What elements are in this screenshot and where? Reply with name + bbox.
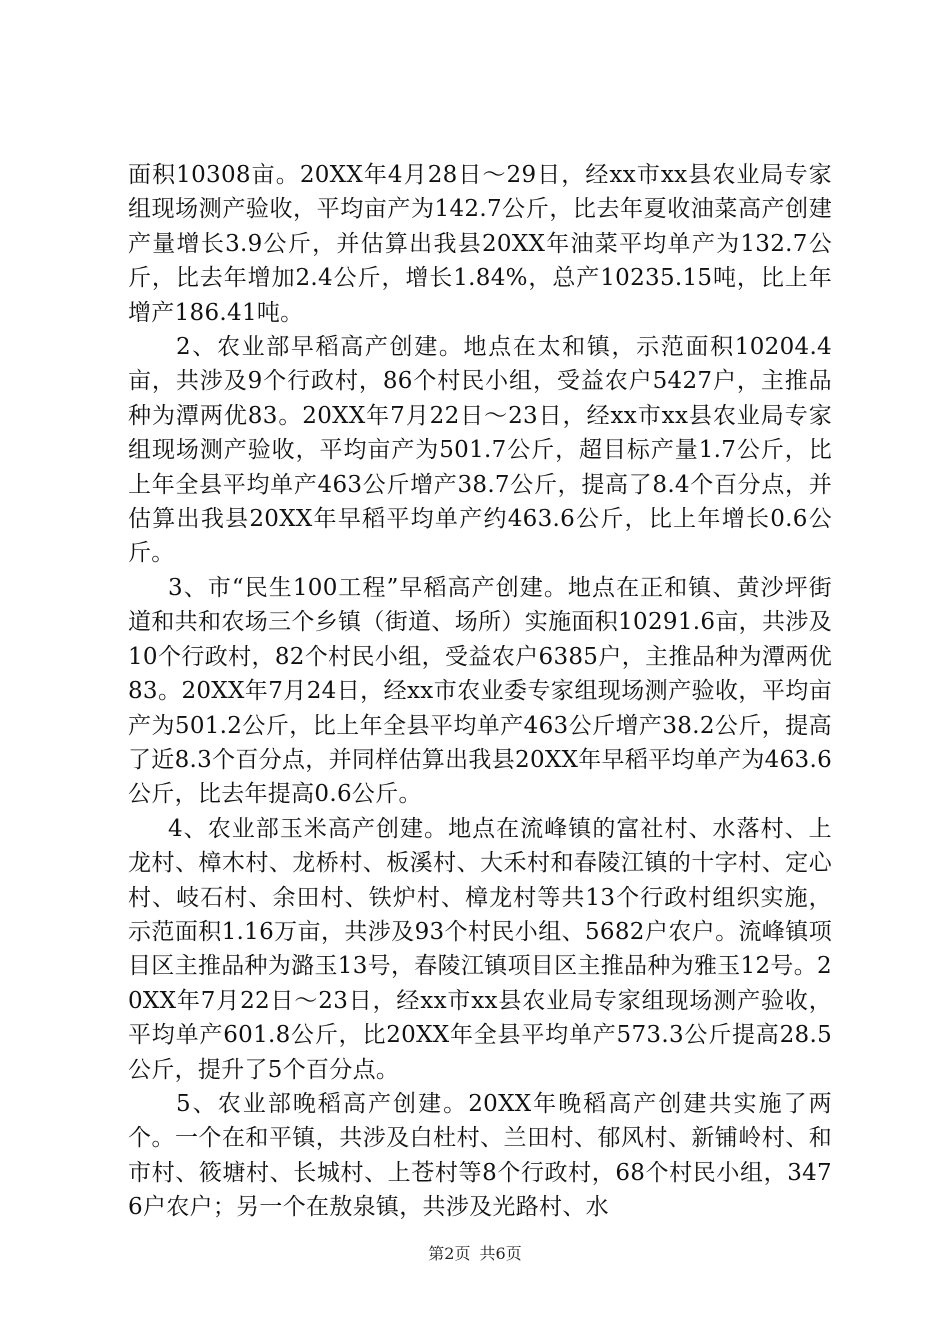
paragraph-corn: 4、农业部玉米高产创建。地点在流峰镇的富社村、水落村、上龙村、樟木村、龙桥村、板溪村、大禾村和春陵江镇的十字村、定心村、岐石村、余田村、铁炉村、樟龙村等共13个行政村组织实施，示范面积1.16万亩，共涉及93个村民小组、5682户农户。流峰镇项目区主推品种为潞玉13号，春陵江镇项目区主推品种为雅玉12号。20XX年7月22日～23日，经xx市xx县农业局专家组现场测产验收，平均单产601.8公斤，比20XX年全县平均单产573.3公斤提高28.5公斤，提升了5个百分点。 <box>128 815 832 1083</box>
paragraph-rapeseed-yield: 面积10308亩。20XX年4月28日～29日，经xx市xx县农业局专家组现场测产验收，平均亩产为142.7公斤，比去年夏收油菜高产创建产量增长3.9公斤，并估算出我县20XX年油菜平均单产为132.7公斤，比去年增加2.4公斤，增长1.84%，总产10235.15吨，比上年增产186.41吨。 <box>128 162 832 326</box>
paragraph-late-rice: 5、农业部晚稻高产创建。20XX年晚稻高产创建共实施了两个。一个在和平镇，共涉及白杜村、兰田村、郁风村、新铺岭村、和市村、筱塘村、长城村、上苍村等8个行政村，68个村民小组，3476户农户；另一个在敖泉镇，共涉及光路村、水 <box>128 1090 832 1221</box>
page-number-footer: 第2页 共6页 <box>428 1244 522 1263</box>
paragraph-early-rice-city: 3、市“民生100工程”早稻高产创建。地点在正和镇、黄沙坪街道和共和农场三个乡镇（街道、场所）实施面积10291.6亩，共涉及10个行政村，82个村民小组，受益农户6385户，主推品种为潭两优83。20XX年7月24日，经xx市农业委专家组现场测产验收，平均亩产为501.2公斤，比上年全县平均单产463公斤增产38.2公斤，提高了近8.3个百分点，并同样估算出我县20XX年早稻平均单产为463.6公斤，比去年提高0.6公斤。 <box>128 574 832 808</box>
paragraph-early-rice-ministry: 2、农业部早稻高产创建。地点在太和镇，示范面积10204.4亩，共涉及9个行政村，86个村民小组，受益农户5427户，主推品种为潭两优83。20XX年7月22日～23日，经xx市xx县农业局专家组现场测产验收，平均亩产为501.7公斤，超目标产量1.7公斤，比上年全县平均单产463公斤增产38.7公斤，提高了8.4个百分点，并估算出我县20XX年早稻平均单产约463.6公斤，比上年增长0.6公斤。 <box>128 334 832 567</box>
document-body <box>128 158 832 1225</box>
